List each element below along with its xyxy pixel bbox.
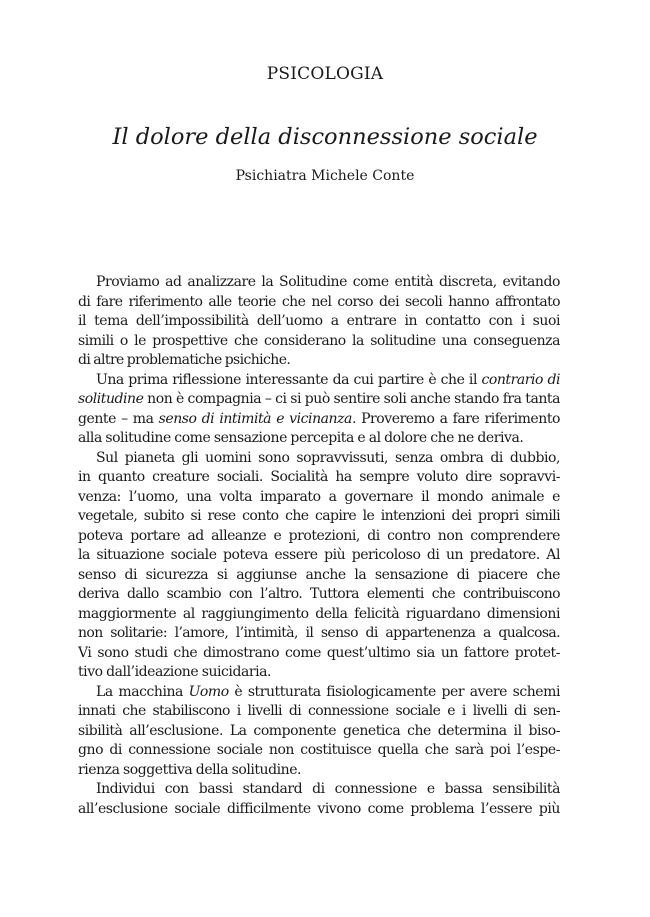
body-text-line <box>78 449 560 469</box>
body-text-line <box>78 390 560 410</box>
text-span: non è compagnia – ci si può sentire soli anche stando fra tanta <box>143 391 560 407</box>
text-span: gente – ma <box>78 410 159 427</box>
section-heading: PSICOLOGIA <box>266 64 384 84</box>
italic-text-span: contrario di <box>481 371 560 388</box>
body-text-line <box>78 566 560 586</box>
text-span: Individui con bassi standard di connessione e bassa sensibilità <box>96 781 560 797</box>
text-span: poteva portare ad alleanze e protezioni, di contro non comprendere <box>78 527 560 544</box>
text-span: Una prima riflessione interessante da cui partire è che il <box>96 371 482 388</box>
body-text-line <box>78 800 560 820</box>
text-span: venza: l’uomo, una volta imparato a governare il mondo animale e <box>78 488 560 505</box>
text-span: alla solitudine come sensazione percepita e al dolore che ne deriva. <box>78 430 524 446</box>
text-span: la situazione sociale poteva essere più pericoloso di un predatore. Al <box>78 547 560 563</box>
body-text-line <box>78 644 560 664</box>
body-text-line <box>78 351 560 371</box>
body-text-line <box>78 429 560 449</box>
body-text-line <box>78 312 560 332</box>
body-text-line <box>78 468 560 488</box>
text-span: La macchina <box>96 683 189 700</box>
text-span: sibilità all’esclusione. La componente genetica che determina il biso- <box>78 722 560 739</box>
text-span: è strutturata fisiologicamente per avere schemi <box>228 683 560 700</box>
article-author: Psichiatra Michele Conte <box>235 168 415 184</box>
text-span: maggiormente al raggiungimento della felicità riguardano dimensioni <box>78 605 560 622</box>
body-text-line <box>78 527 560 547</box>
article-title: Il dolore della disconnessione sociale <box>112 124 538 150</box>
text-span: Proviamo ad analizzare la Solitudine come entità discreta, evitando <box>96 274 560 290</box>
italic-text-span: Uomo <box>188 683 229 700</box>
text-span: Sul pianeta gli uomini sono sopravvissuti, senza ombra di dubbio, <box>96 449 560 466</box>
body-text-line <box>78 371 560 391</box>
body-text-line <box>78 488 560 508</box>
article-body <box>78 273 560 819</box>
body-text-line <box>78 605 560 625</box>
body-text-line <box>78 683 560 703</box>
text-span: . Proveremo a fare riferimento <box>351 410 560 427</box>
text-span: rienza soggettiva della solitudine. <box>78 761 302 778</box>
text-span: di fare riferimento alle teorie che nel corso dei secoli hanno affrontato <box>78 293 560 310</box>
text-span: all’esclusione sociale difficilmente vivono come problema l’essere più <box>78 800 560 817</box>
text-span: gno di connessione sociale non costituisce quella che sarà poi l’espe- <box>78 742 560 758</box>
body-text-line <box>78 741 560 761</box>
body-text-line <box>78 507 560 527</box>
text-span: deriva dallo scambio con l’altro. Tuttora elementi che contribuiscono <box>78 586 560 602</box>
text-span: non solitarie: l’amore, l’intimità, il senso di appartenenza a qualcosa. <box>78 625 560 641</box>
text-span: simili o le prospettive che considerano la solitudine una conseguenza <box>78 332 560 349</box>
text-span: il tema dell’impossibilità dell’uomo a entrare in contatto con i suoi <box>78 313 560 329</box>
text-span: di altre problematiche psichiche. <box>78 352 291 368</box>
text-span: vegetale, subito si rese conto che capire le intenzioni dei propri simili <box>78 508 560 524</box>
italic-text-span: senso di intimità e vicinanza <box>158 410 352 427</box>
body-text-line <box>78 761 560 781</box>
text-span: innati che stabiliscono i livelli di connessione sociale e i livelli di sen- <box>78 703 560 719</box>
text-span: Vi sono studi che dimostrano come quest’ultimo sia un fattore protet- <box>78 644 560 661</box>
body-text-line <box>78 663 560 683</box>
body-text-line <box>78 546 560 566</box>
body-text-line <box>78 722 560 742</box>
body-text-line <box>78 585 560 605</box>
body-text-line <box>78 332 560 352</box>
text-span: in quanto creature sociali. Socialità ha sempre voluto dire sopravvi- <box>78 469 560 485</box>
body-text-line <box>78 293 560 313</box>
body-text-line <box>78 410 560 430</box>
text-span: senso di sicurezza si aggiunse anche la sensazione di piacere che <box>78 566 560 583</box>
body-text-line <box>78 780 560 800</box>
body-text-line <box>78 702 560 722</box>
body-text-line <box>78 624 560 644</box>
text-span: tivo dall’ideazione suicidaria. <box>78 664 272 680</box>
italic-text-span: solitudine <box>78 391 144 407</box>
body-text-line <box>78 273 560 293</box>
